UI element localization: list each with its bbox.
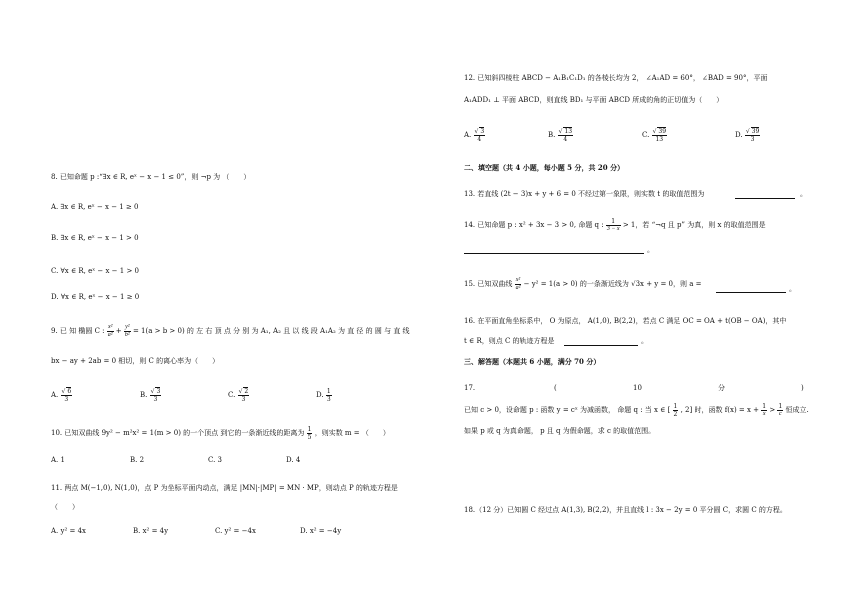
q13-stem: 13. 若直线 (2t − 3)x + y + 6 = 0 不经过第一象限，则实数 t 的取值范围为 — [464, 190, 705, 198]
q12-option-d: D. $\frac{√ 39}{3}$ — [735, 128, 760, 143]
q8-stem: 8. 已知命题 p :“∃x ∈ R, eˣ − x − 1 ≤ 0”，则 ¬p 为 （ ） — [51, 173, 251, 181]
q9-ellipse-y-frac: $\frac{\text{y²}}{\text{b²}}$ — [124, 323, 130, 338]
q8-option-b: B. ∃x ∈ R, eˣ − x − 1 > 0 — [51, 234, 139, 242]
q9-stem-a: 9. 已 知 椭圆 C : — [51, 327, 105, 335]
q9-option-a: A. $\frac{√ 6}{3}$ — [51, 388, 72, 403]
q16-stem-line2: t ∈ R，则点 C 的轨迹方程是 — [464, 337, 555, 345]
q8-option-a: A. ∃x ∈ R, eˣ − x − 1 ≥ 0 — [51, 203, 139, 211]
q12-stem-line2: A₁ADD₁ ⊥ 平面 ABCD，则直线 BD₁ 与平面 ABCD 所成的角的正切值为（ ） — [464, 96, 724, 104]
q18-stem: 18.（12 分）已知圆 C 经过点 A(1,3), B(2,2)，并且直线 l : 3x − 2y = 0 平分圆 C，求圆 C 的方程。 — [464, 506, 787, 514]
q12-option-a: A. $\frac{√ 3}{4}$ — [464, 128, 485, 143]
q16-answer-blank — [564, 345, 638, 346]
q14-stem: 14. 已知命题 p : x² + 3x − 3 > 0, 命题 q : $\frac{1}{3 - x}$ > 1，若 “¬q 且 p” 为真，则 x 的取值范围是 — [464, 217, 766, 232]
q11-stem: 11. 两点 M(−1,0), N(1,0)，点 P 为坐标平面内动点，满足 |MN|·|MP| = MN · MP，则动点 P 的轨迹方程是 — [51, 484, 398, 492]
q17-score: 10 — [633, 384, 642, 392]
q11-option-c: C. y² = −4x — [215, 527, 256, 535]
q12-stem-line1: 12. 已知斜四棱柱 ABCD − A₁B₁C₁D₁ 的各棱长均为 2， ∠A₁AD = 60°， ∠BAD = 90°，平面 — [464, 74, 768, 82]
q13-end: 。 — [800, 190, 807, 198]
q8-option-c: C. ∀x ∈ R, eˣ − x − 1 > 0 — [51, 267, 139, 275]
q14-end: 。 — [647, 246, 654, 254]
q10-option-b: B. 2 — [130, 456, 145, 464]
q9-stem-c: bx − ay + 2ab = 0 相切，则 C 的离心率为（ ） — [51, 357, 220, 365]
q15-stem: 15. 已知双曲线 $\frac{\text{x²}}{\text{a²}}$ − y² = 1(a > 0) 的一条渐近线为 √3x + y = 0，则 a = — [464, 276, 702, 291]
q15-answer-blank — [716, 292, 786, 293]
q16-stem-line1: 16. 在平面直角坐标系中， O 为原点， A(1,0), B(2,2)，若点 C 满足 OC = OA + t(OB − OA)，其中 — [464, 317, 787, 325]
section-solutions-heading: 三、解答题（本题共 6 小题，满分 70 分） — [464, 357, 601, 366]
q17-score-unit: 分 — [718, 384, 725, 392]
section-fill-in-heading: 二、填空题（共 4 小题，每小题 5 分，共 20 分） — [464, 163, 625, 172]
q9-option-b: B. $\frac{√ 3}{3}$ — [140, 388, 161, 403]
q12-option-b: B. $\frac{√ 13}{4}$ — [548, 128, 573, 143]
q15-end: 。 — [789, 285, 796, 293]
q10-stem: 10. 已知双曲线 9y² − m²x² = 1(m > 0) 的一个顶点 到它的一条渐近线的距离为 $\frac{1}{5}$ ，则实数 m = （ ） — [51, 425, 390, 441]
q11-paren: （ ） — [51, 503, 79, 511]
q10-option-c: C. 3 — [208, 456, 223, 464]
q11-option-b: B. x² = 4y — [133, 527, 169, 535]
q14-answer-blank — [464, 253, 644, 254]
q17-line2: 如果 p 或 q 为真命题， p 且 q 为假命题，求 c 的取值范围。 — [464, 427, 656, 435]
q17-paren-right: ) — [801, 384, 804, 392]
q9-option-c: C. $\frac{√ 2}{3}$ — [228, 388, 249, 403]
q11-option-a: A. y² = 4x — [51, 527, 86, 535]
q13-answer-blank — [735, 198, 795, 199]
q8-option-d: D. ∀x ∈ R, eˣ − x − 1 ≥ 0 — [51, 293, 140, 301]
q17-line1: 已知 c > 0，设命题 p : 函数 y = cˣ 为减函数， 命题 q : 当 x ∈ [ $\frac{1}{2}$ , 2] 时，函数 f(x) = x + $\frac{1}{x}$ > $\frac{1}{c}$ 恒成立. — [464, 402, 809, 418]
q10-option-a: A. 1 — [51, 456, 65, 464]
q9-option-d: D. $\frac{1}{3}$ — [316, 387, 331, 403]
q9-stem-line1: 9. 已 知 椭圆 C : $\frac{\text{x²}}{\text{a²}}$ + $\frac{\text{y²}}{\text{b²}}$ = 1(a > b > 0) 的 左 右 顶 点 分 别 为 A₁, A₂ 且 以 线 段 A₁A₂ 为 直 径 的 圆 与 直 线 — [51, 323, 410, 338]
q17-number: 17. — [464, 384, 476, 392]
q10-option-d: D. 4 — [286, 456, 301, 464]
q12-option-c: C. $\frac{√ 39}{13}$ — [642, 128, 667, 143]
q16-end: 。 — [641, 337, 648, 345]
q17-paren-left: ( — [554, 384, 557, 392]
q9-stem-b: = 1(a > b > 0) 的 左 右 顶 点 分 别 为 A₁, A₂ 且 以 线 段 A₁A₂ 为 直 径 的 圆 与 直 线 — [132, 327, 410, 335]
q9-ellipse-x-frac: $\frac{\text{x²}}{\text{a²}}$ — [107, 323, 113, 338]
q11-option-d: D. x² = −4y — [300, 527, 342, 535]
